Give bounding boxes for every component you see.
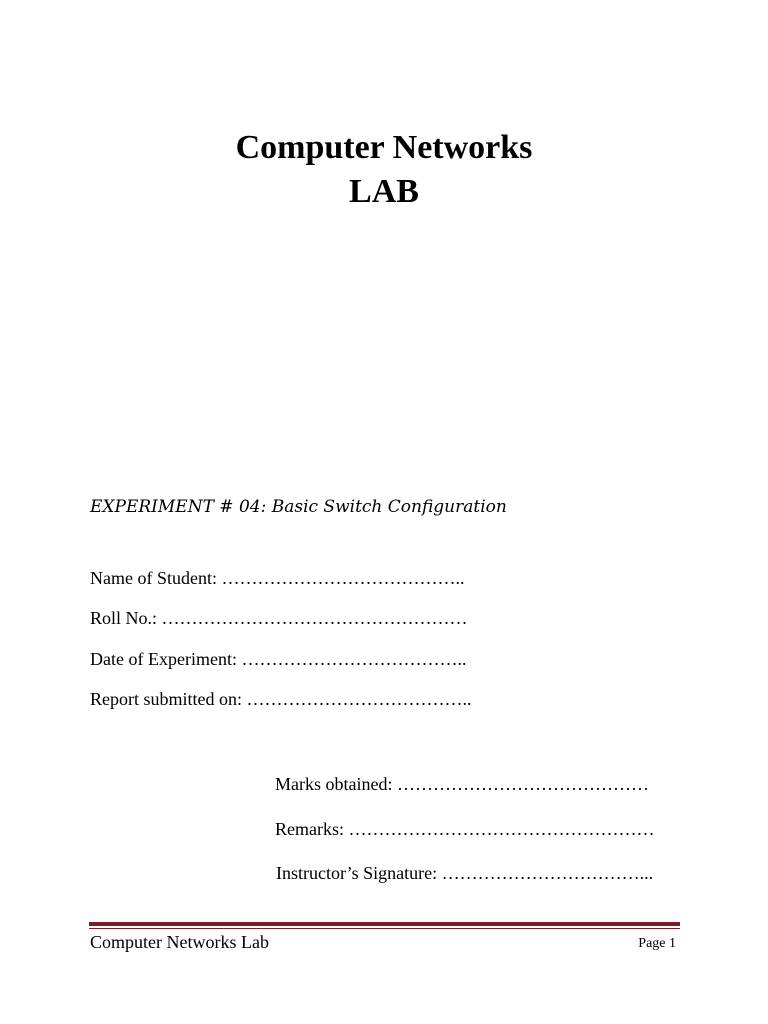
- footer-divider-thin: [89, 928, 680, 929]
- footer-page-number: Page 1: [638, 936, 676, 951]
- experiment-heading: EXPERIMENT # 04: Basic Switch Configuration: [90, 497, 507, 517]
- instructor-signature-field: Instructor’s Signature: ……………………………...: [276, 863, 654, 883]
- date-of-experiment-field: Date of Experiment: ………………………………..: [90, 649, 467, 669]
- document-title-line2: LAB: [349, 173, 419, 210]
- document-title-line1: Computer Networks: [235, 129, 533, 166]
- roll-no-field: Roll No.: ……………………………………………: [90, 608, 468, 628]
- marks-obtained-field: Marks obtained: ……………………………………: [275, 774, 649, 794]
- footer-course-title: Computer Networks Lab: [90, 932, 269, 952]
- report-submitted-on-field: Report submitted on: ………………………………..: [90, 689, 472, 709]
- remarks-field: Remarks: ……………………………………………: [275, 819, 655, 839]
- name-of-student-field: Name of Student: …………………………………..: [90, 568, 465, 588]
- footer-divider-thick: [89, 922, 680, 926]
